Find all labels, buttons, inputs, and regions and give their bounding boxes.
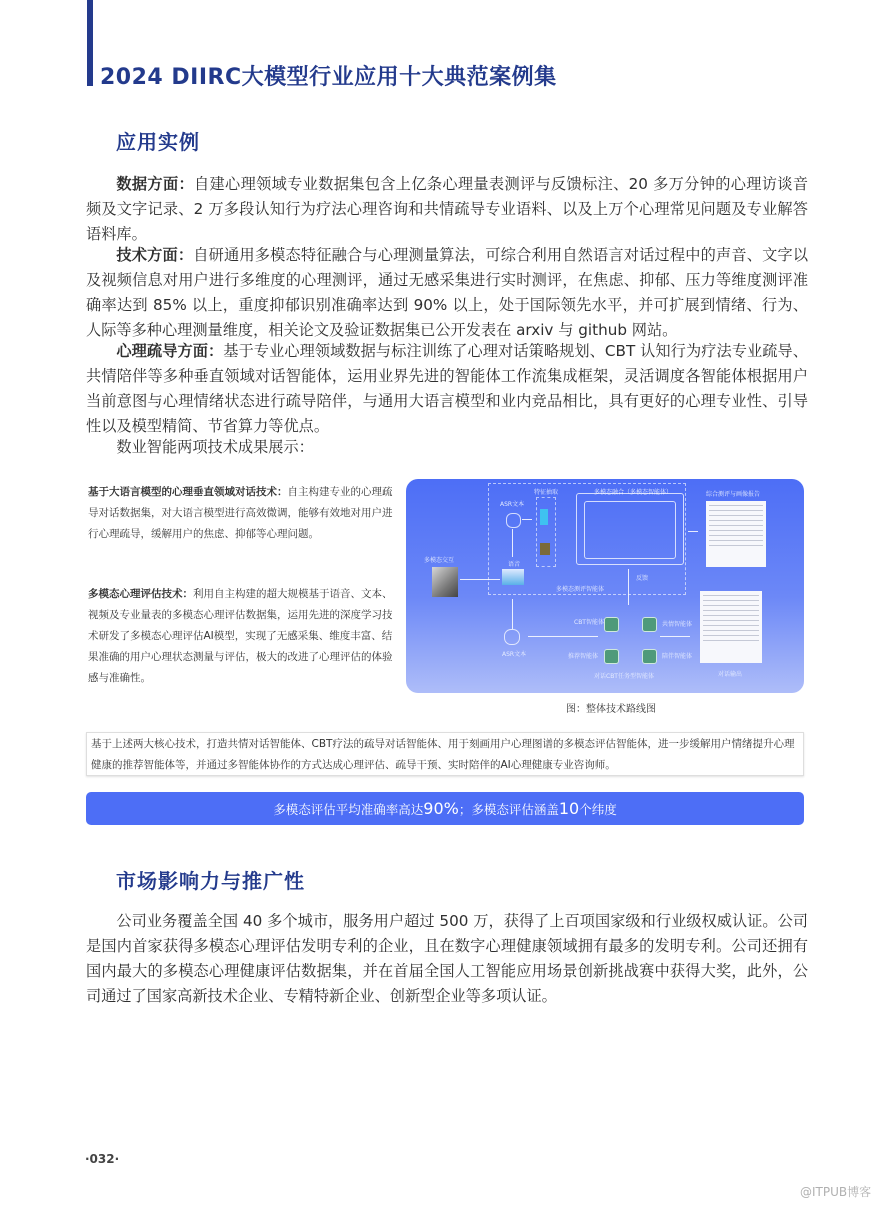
figure-caption: 图：整体技术路线图 (566, 704, 656, 715)
arrow (528, 636, 598, 637)
asr-icon (504, 629, 520, 645)
paragraph-lead: 数据方面： (116, 175, 195, 193)
document-title: 2024 DIIRC大模型行业应用十大典范案例集 (100, 65, 557, 90)
diagram-label-input: 多模态交互 (424, 557, 455, 564)
audio-feature-icon (540, 543, 550, 555)
paragraph-lead: 技术方面： (116, 246, 194, 264)
speech-wave-icon (502, 569, 524, 585)
page-number: ·032· (85, 1152, 120, 1166)
fusion-inner-box (584, 501, 676, 559)
companion-agent-icon (642, 649, 657, 664)
showcase-item-dialogue (88, 482, 396, 545)
summary-box: 基于上述两大核心技术，打造共情对话智能体、CBT疗法的疏导对话智能体、用于刻画用户心理图谱的多模态评估智能体，进一步缓解用户情绪提升心理健康的推荐智能体等，并通过多智能体协作的方式达成心理评估、疏导干预、实时陪伴的AI心理健康专业咨询师。 (86, 732, 804, 776)
diagram-label-feature: 特征抽取 (534, 489, 559, 496)
recommend-agent-icon (604, 649, 619, 664)
section-title-market: 市场影响力与推广性 (116, 869, 305, 893)
diagram-label-fusion: 多模态融合（多模态智能体） (594, 489, 673, 496)
output-sheet (700, 591, 762, 663)
user-photo (432, 567, 458, 597)
banner-text: ；多模态评估涵盖 (458, 802, 559, 817)
banner-text: 多模态评估平均准确率高达 (273, 802, 424, 817)
paragraph-counseling (86, 339, 808, 439)
diagram-label-feedback: 反馈 (636, 575, 649, 582)
showcase-item-text: 自主构建专业的心理疏导对话数据集，对大语言模型进行高效微调，能够有效地对用户进行心理疏导，缓解用户的焦虑、抑郁等心理问题。 (88, 486, 393, 540)
arrow (512, 599, 513, 629)
report-sheet (706, 501, 766, 567)
paragraph-tech (86, 243, 808, 343)
diagram-label-cbt: CBT智能体 (574, 619, 604, 626)
banner-accuracy-value: 90% (423, 799, 459, 818)
showcase-item-text: 利用自主构建的超大规模基于语音、文本、视频及专业量表的多模态心理评估数据集，运用先进的深度学习技术研发了多模态心理评估AI模型，实现了无感采集、维度丰富、结果准确的用户心理状态测量与评估，极大的改进了心理评估的体验感与准确性。 (88, 588, 393, 684)
highlight-banner (86, 792, 804, 825)
diagram-label-companion: 陪伴智能体 (662, 653, 693, 660)
header-accent-bar (87, 0, 93, 86)
asr-icon (506, 513, 521, 528)
arrow (628, 569, 629, 605)
diagram-label-agent-group: 对话CBT任务型智能体 (594, 673, 654, 680)
diagram-label-empathy: 共情智能体 (662, 621, 693, 628)
showcase-item-multimodal (88, 584, 396, 689)
text-feature-icon (540, 509, 548, 525)
banner-dimension-value: 10 (558, 799, 580, 818)
paragraph-text: 基于专业心理领域数据与标注训练了心理对话策略规划、CBT 认知行为疗法专业疏导、共情陪伴等多种垂直领域对话智能体，运用业界先进的智能体工作流集成框架，灵活调度各智能体根据用户当前意图与心理情绪状态进行疏导陪伴，与通用大语言模型和业内竞品相比，具有更好的心理专业性、引导性以及模型精简、节省算力等优点。 (86, 342, 808, 435)
paragraph-data (86, 172, 808, 247)
showcase-item-lead: 多模态心理评估技术： (88, 588, 193, 600)
arrow (660, 636, 690, 637)
feature-extract-frame (536, 497, 556, 567)
cbt-agent-icon (604, 617, 619, 632)
arrow (512, 529, 513, 557)
diagram-label-output: 对话输出 (718, 671, 743, 678)
paragraph-market: 公司业务覆盖全国 40 多个城市，服务用户超过 500 万，获得了上百项国家级和行业级权威认证。公司是国内首家获得多模态心理评估发明专利的企业，且在数字心理健康领域拥有最多的发明专利。公司还拥有国内最大的多模态心理健康评估数据集，并在首届全国人工智能应用场景创新挑战赛中获得大奖，此外，公司通过了国家高新技术企业、专精特新企业、创新型企业等多项认证。 (86, 912, 808, 1005)
empathy-agent-icon (642, 617, 657, 632)
diagram-label-eval-agent: 多模态测评智能体 (556, 586, 605, 593)
showcase-item-lead: 基于大语言模型的心理垂直领域对话技术： (88, 486, 288, 498)
watermark: @ITPUB博客 (800, 1185, 872, 1199)
section-title-application: 应用实例 (116, 130, 200, 154)
showcase-intro: 数业智能两项技术成果展示： (116, 438, 314, 456)
paragraph-text: 自建心理领域专业数据集包含上亿条心理量表测评与反馈标注、20 多万分钟的心理访谈音频及文字记录、2 万多段认知行为疗法心理咨询和共情疏导专业语料、以及上万个心理常见问题及专业解答语料库。 (86, 175, 809, 243)
paragraph-text: 自研通用多模态特征融合与心理测量算法，可综合利用自然语言对话过程中的声音、文字以及视频信息对用户进行多维度的心理测评，通过无感采集进行实时测评，在焦虑、抑郁、压力等维度测评准确率达到 85% 以上，重度抑郁识别准确率达到 90% 以上，处于国际领先水平，并可扩展到情绪、行为、人际等多种心理测量维度，相关论文及验证数据集已公开发表在 arxiv 与 github 网站。 (86, 246, 809, 339)
arrow (522, 519, 532, 520)
diagram-label-recommend: 推荐智能体 (568, 653, 599, 660)
paragraph-lead: 心理疏导方面： (116, 342, 224, 360)
diagram-label-report: 综合测评与画像报告 (706, 491, 761, 498)
arrow (688, 531, 698, 532)
banner-text: 个纬度 (579, 802, 617, 817)
diagram-label-speech: 语音 (508, 561, 521, 568)
diagram-label-asr-bottom: ASR文本 (502, 651, 527, 658)
diagram-label-asr-top: ASR文本 (500, 501, 525, 508)
arrow (460, 579, 500, 580)
technical-roadmap-diagram (406, 479, 804, 693)
